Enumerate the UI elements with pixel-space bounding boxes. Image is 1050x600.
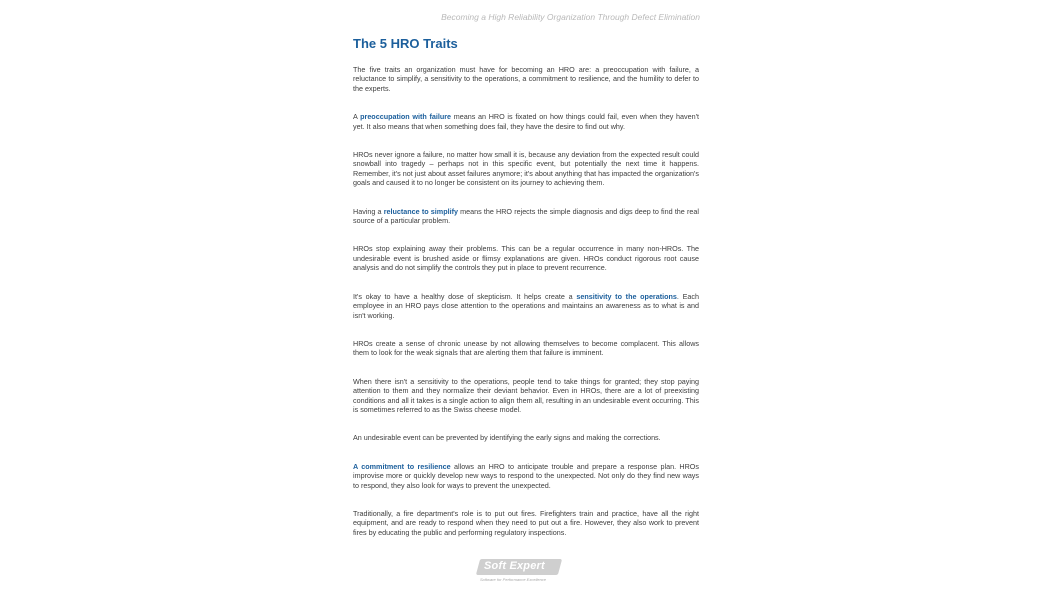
main-content bbox=[353, 36, 699, 556]
paragraph bbox=[353, 433, 699, 442]
paragraph-text: The five traits an organization must have for becoming an HRO are: a preoccupation with failure, a reluctance to simplify, a sensitivity to the operations, a commitment to resilience, and the humility to defer to the experts. bbox=[353, 65, 699, 93]
paragraph-text: Traditionally, a fire department's role is to put out fires. Firefighters train and practice, have all the right equipment, and are ready to respond when they need to put out a fire. However, they also work to prevent fires by educating the public and performing regulatory inspections. bbox=[353, 508, 699, 537]
paragraph-text: Having a bbox=[353, 206, 384, 216]
paragraph-text: means the HRO rejects the simple diagnosis and digs deep to find the real source of a particular problem. bbox=[353, 206, 699, 226]
highlighted-term: sensitivity to the operations bbox=[576, 291, 677, 301]
paragraph-text: . Each employee in an HRO pays close attention to the operations and maintains an awareness as to what is and isn't working. bbox=[353, 291, 699, 320]
paragraph bbox=[353, 509, 699, 537]
logo-text: Soft Expert bbox=[484, 560, 545, 572]
paragraph-text: An undesirable event can be prevented by identifying the early signs and making the corrections. bbox=[353, 433, 661, 443]
logo-tagline: Software for Performance Excellence bbox=[480, 577, 547, 582]
body-text bbox=[353, 65, 699, 537]
paragraph bbox=[353, 150, 699, 188]
paragraph-text: allows an HRO to anticipate trouble and prepare a response plan. HROs improvise more or quickly develop new ways to respond to the unexpected. Not only do they find new ways to respond, they also look for ways to prevent the unexpected. bbox=[353, 461, 699, 490]
highlighted-term: A commitment to resilience bbox=[353, 461, 451, 471]
running-header: Becoming a High Reliability Organization Through Defect Elimination bbox=[441, 12, 700, 22]
paragraph bbox=[353, 207, 699, 226]
paragraph-text: HROs create a sense of chronic unease by not allowing themselves to become complacent. This allows them to look for the weak signals that are alerting them that failure is imminent. bbox=[353, 338, 699, 358]
paragraph bbox=[353, 112, 699, 131]
highlighted-term: preoccupation with failure bbox=[360, 112, 452, 122]
paragraph-text: It's okay to have a healthy dose of skepticism. It helps create a bbox=[353, 291, 577, 301]
paragraph-text: means an HRO is fixated on how things could fail, even when they haven't yet. It also means that when something does fail, they have the desire to find out why. bbox=[353, 112, 699, 131]
paragraph-text: HROs never ignore a failure, no matter how small it is, because any deviation from the expected result could snowball into tragedy – perhaps not in this specific event, but potentially the next time it happens. Remember, it's not just about asset failures anymore; it's about anything that has impacted the organization's goals and caused it to no longer be consistent on its journey to achieving them. bbox=[353, 150, 699, 188]
paragraph bbox=[353, 244, 699, 272]
paragraph bbox=[353, 292, 699, 320]
softexpert-logo bbox=[476, 559, 566, 587]
page-title: The 5 HRO Traits bbox=[353, 36, 458, 51]
paragraph bbox=[353, 65, 699, 93]
paragraph-text: When there isn't a sensitivity to the operations, people tend to take things for granted; they stop paying attention to them and they normalize their deviant behavior. Even in HROs, there are a lot of preexisting conditions and all it takes is a single action to align them all, resulting in an undesirable event occurring. This is sometimes referred to as the Swiss cheese model. bbox=[353, 376, 699, 414]
paragraph-text: HROs stop explaining away their problems. This can be a regular occurrence in many non-HROs. The undesirable event is brushed aside or flimsy explanations are given. HROs conduct rigorous root cause analysis and do not simplify the controls they put in place to prevent recurrence. bbox=[353, 244, 699, 273]
highlighted-term: reluctance to simplify bbox=[383, 206, 458, 216]
paragraph bbox=[353, 339, 699, 358]
paragraph-text: A bbox=[353, 112, 361, 122]
paragraph bbox=[353, 462, 699, 490]
paragraph bbox=[353, 377, 699, 415]
